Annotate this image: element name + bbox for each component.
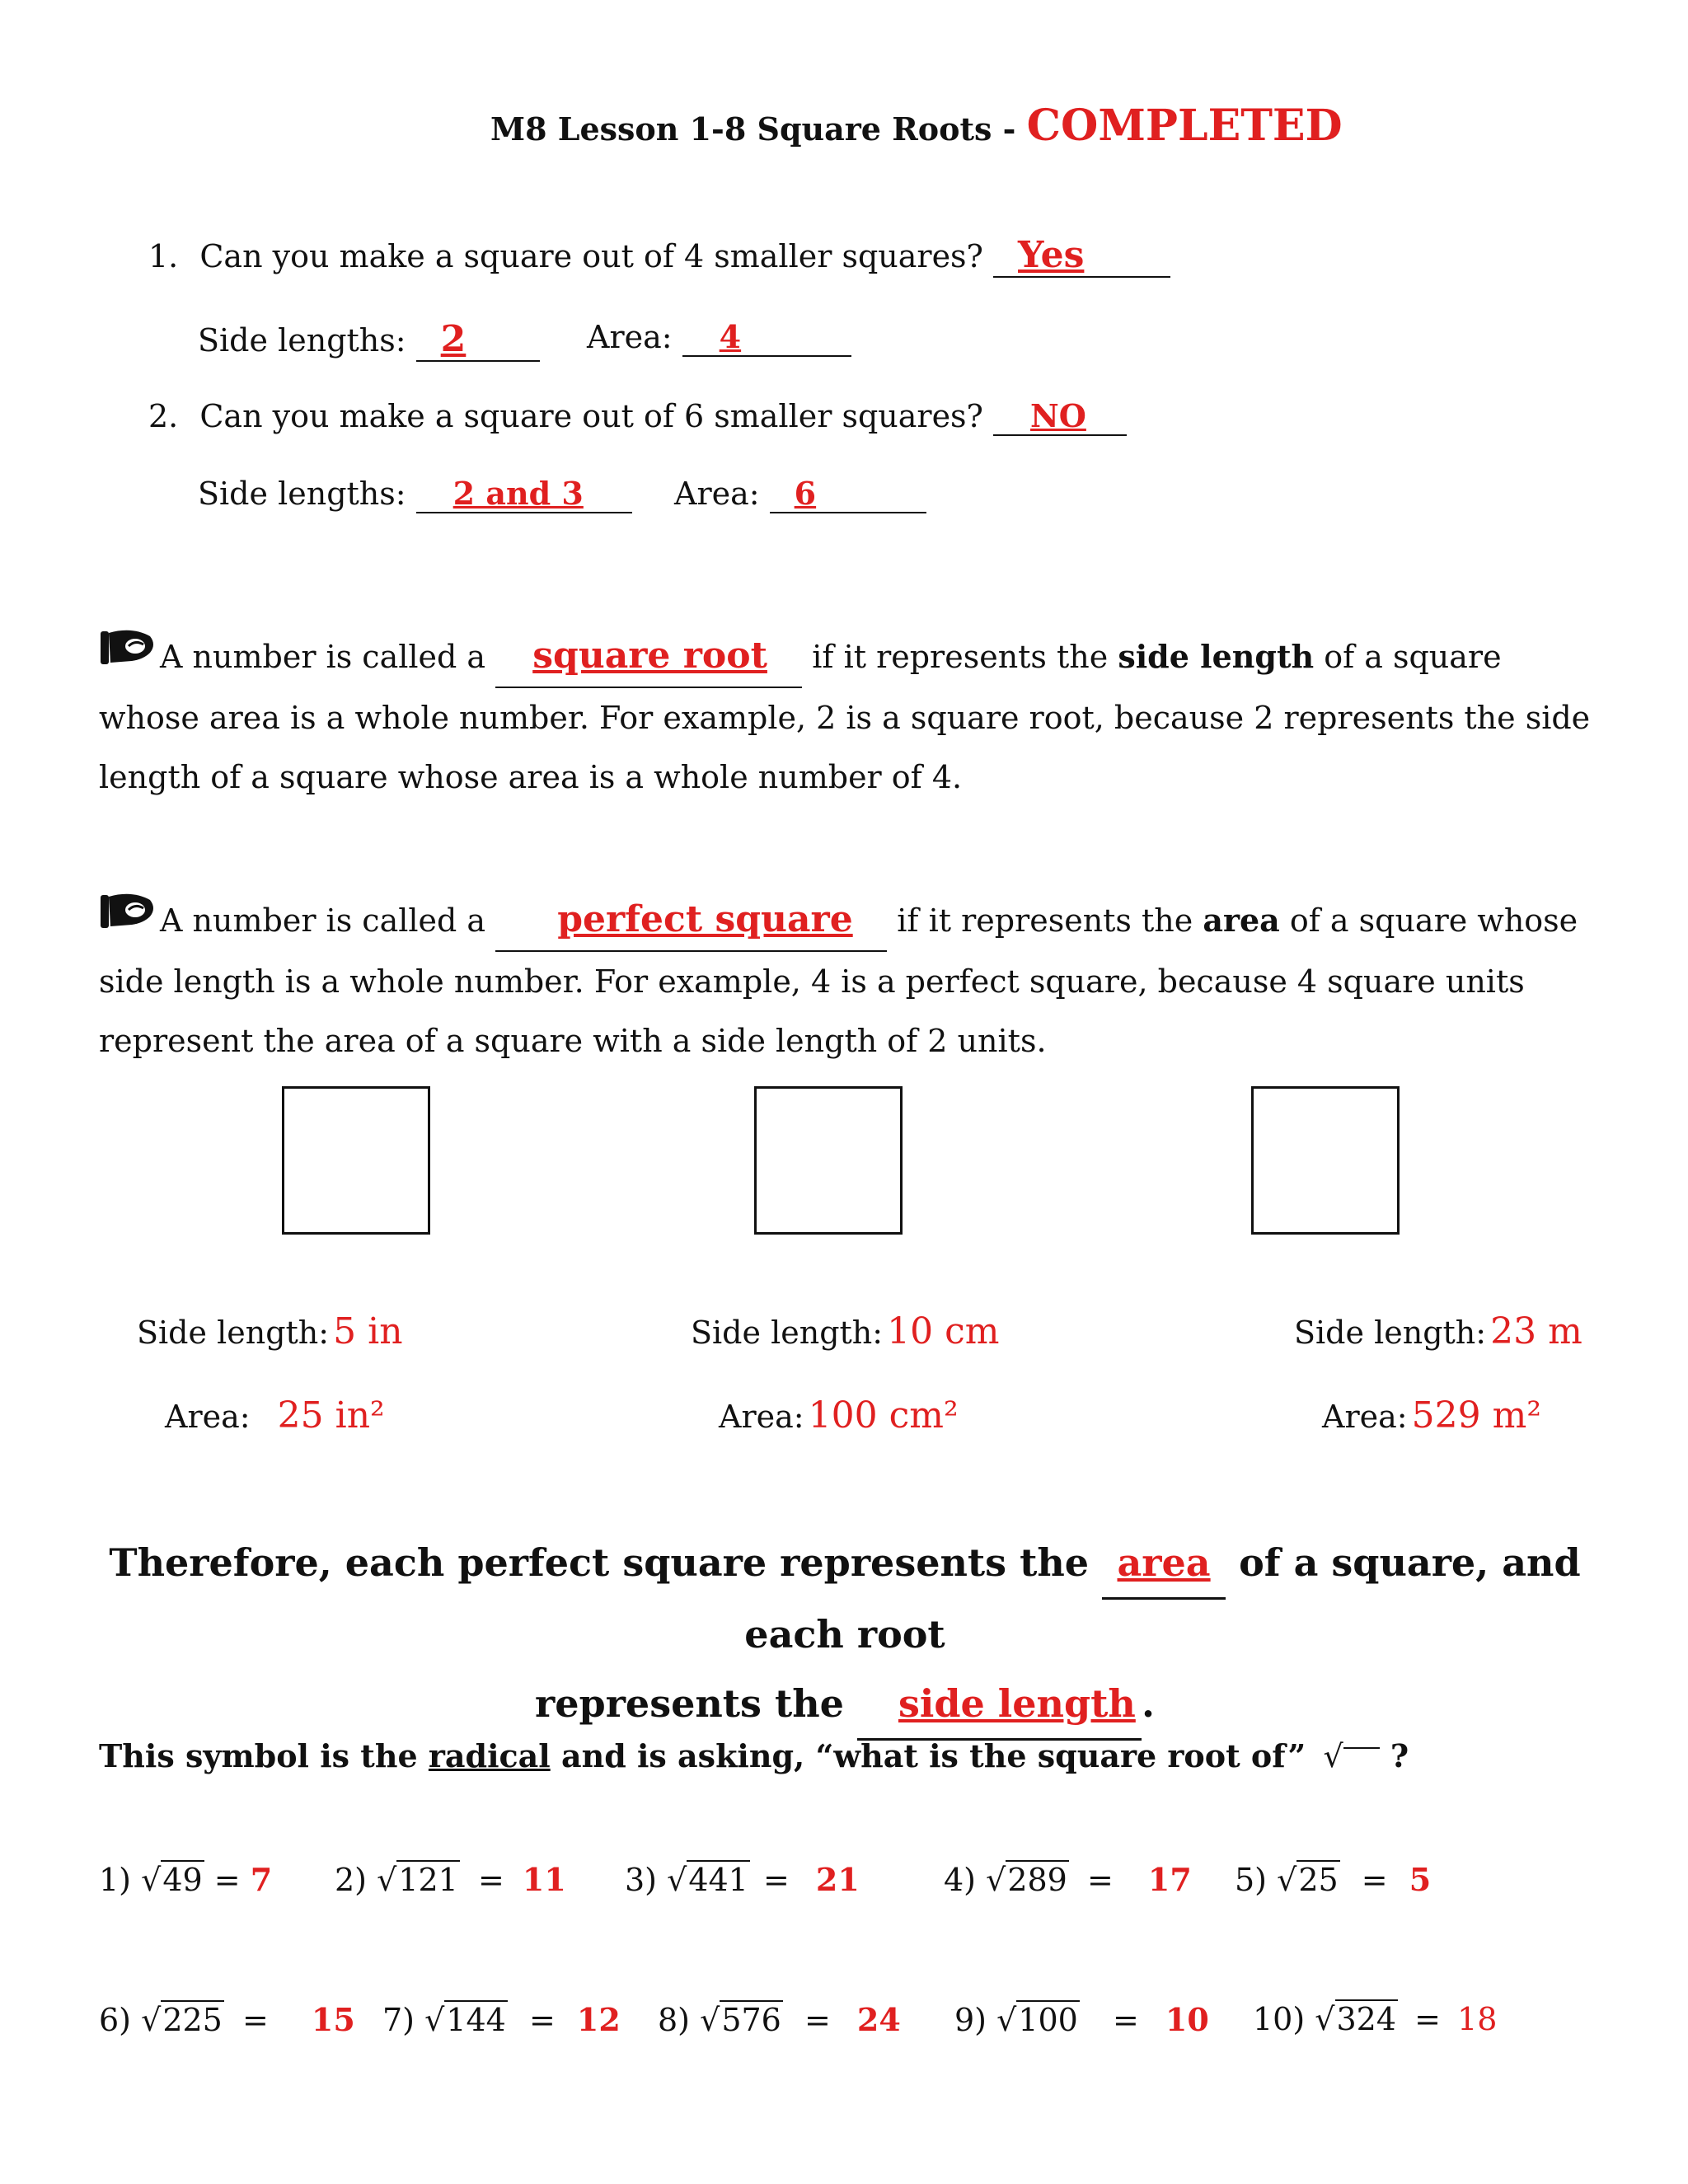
area-value: 25 in² (277, 1394, 385, 1436)
area-label: Area: (674, 476, 760, 512)
problem-radicand: 225 (162, 2002, 223, 2038)
problem-1: 1) √49 = 7 (99, 1861, 273, 1898)
side-length-label: Side length: (1294, 1315, 1487, 1351)
side-answer: 2 (440, 318, 467, 360)
question-1-area (587, 318, 851, 357)
problem-label: 8) (658, 2002, 691, 2038)
problem-label: 4) (944, 1862, 977, 1898)
radical-word: radical (428, 1737, 551, 1774)
problem-radicand: 121 (398, 1862, 458, 1898)
problem-5: 5) √25 = 5 (1235, 1861, 1432, 1898)
square-2-side (691, 1310, 1000, 1352)
area-answer: 6 (794, 475, 817, 512)
problem-label: 10) (1253, 2001, 1306, 2037)
summary-part-1: Therefore, each perfect square represents the (109, 1540, 1090, 1585)
summary-part-2: of a square, and each root (744, 1540, 1581, 1657)
summary-end: . (1141, 1681, 1155, 1726)
equals-sign: = (213, 1862, 241, 1898)
problem-radicand: 100 (1018, 2002, 1078, 2038)
side-answer: 2 and 3 (452, 475, 584, 512)
definition-answer: perfect square (557, 898, 853, 940)
square-3-area (1322, 1394, 1541, 1436)
summary-answer-1: area (1117, 1540, 1211, 1585)
problem-label: 3) (625, 1862, 658, 1898)
question-text: Can you make a square out of 6 smaller squares? (199, 398, 983, 434)
problem-7: 7) √144 = 12 (382, 2001, 621, 2038)
equals-sign: = (1361, 1862, 1388, 1898)
radical-post: and is asking, “what is the square root of” (550, 1737, 1306, 1774)
definition-bold: area (1203, 902, 1280, 939)
problem-10: 10) √324 = 18 (1253, 2001, 1498, 2037)
definition-answer: square root (532, 635, 767, 677)
page-title (490, 101, 1343, 151)
definition-prefix: A number is called a (160, 639, 486, 675)
problem-label: 1) (99, 1862, 132, 1898)
problem-2: 2) √121 = 11 (335, 1861, 566, 1898)
definition-rest: of a square whose side length is a whole number. For example, 4 is a perfect square, because 4 square units represent the area of a square with a side length of 2 units. (99, 902, 1578, 1059)
problem-answer: 7 (250, 1861, 273, 1898)
equals-sign: = (1086, 1862, 1114, 1898)
area-label: Area: (587, 319, 673, 355)
equals-sign: = (477, 1862, 504, 1898)
area-value: 100 cm² (808, 1394, 959, 1436)
problem-radicand: 576 (721, 2002, 781, 2038)
area-label: Area: (719, 1399, 804, 1435)
question-text: Can you make a square out of 4 smaller squares? (199, 238, 983, 274)
side-length-value: 10 cm (887, 1310, 1000, 1352)
problem-answer: 17 (1147, 1861, 1192, 1898)
problem-radicand: 25 (1298, 1862, 1339, 1898)
square-1-side (137, 1310, 403, 1352)
problem-answer: 24 (856, 2001, 901, 2038)
pointing-hand-icon (99, 626, 158, 673)
side-length-value: 23 m (1490, 1310, 1582, 1352)
square-1-area (165, 1394, 385, 1436)
definition-rest: of a square whose area is a whole number. For example, 2 is a square root, because 2 represents the side length of a square whose area is a whole number of 4. (99, 639, 1591, 795)
problem-label: 2) (335, 1862, 368, 1898)
question-answer: NO (1030, 397, 1086, 434)
definition-perfect-square (99, 890, 1591, 1071)
problem-answer: 10 (1165, 2001, 1209, 2038)
side-label: Side lengths: (198, 476, 406, 512)
definition-mid: if it represents the (887, 902, 1203, 939)
problem-3: 3) √441 = 21 (625, 1861, 860, 1898)
equals-sign: = (1414, 2001, 1441, 2037)
radical-pre: This symbol is the (99, 1737, 429, 1774)
area-answer: 4 (719, 318, 742, 355)
problem-answer: 15 (311, 2001, 355, 2038)
question-1 (148, 234, 1170, 278)
question-number: 1. (148, 238, 179, 274)
title-text: M8 Lesson 1-8 Square Roots - (490, 110, 1016, 148)
summary-statement (99, 1528, 1591, 1741)
question-answer: Yes (1018, 234, 1085, 276)
problem-answer: 21 (815, 1861, 860, 1898)
definition-prefix: A number is called a (160, 902, 486, 939)
side-label: Side lengths: (198, 322, 406, 359)
problem-label: 7) (382, 2002, 415, 2038)
equals-sign: = (528, 2002, 556, 2038)
side-length-label: Side length: (137, 1315, 330, 1351)
problem-radicand: 441 (688, 1862, 748, 1898)
problem-radicand: 289 (1007, 1862, 1067, 1898)
equals-sign: = (804, 2002, 831, 2038)
problem-answer: 18 (1457, 2001, 1498, 2037)
definition-mid: if it represents the (802, 639, 1118, 675)
square-2-area (719, 1394, 959, 1436)
summary-part-3: represents the (535, 1681, 844, 1726)
radical-symbol-icon: √ (1323, 1738, 1343, 1774)
problem-label: 5) (1235, 1862, 1268, 1898)
problem-9: 9) √100 = 10 (954, 2001, 1209, 2038)
problem-label: 6) (99, 2002, 132, 2038)
side-length-value: 5 in (333, 1310, 403, 1352)
equals-sign: = (762, 1862, 790, 1898)
question-1-side (198, 318, 540, 362)
question-2-side (198, 475, 632, 513)
radical-question-mark: ? (1390, 1737, 1409, 1774)
equals-sign: = (1112, 2002, 1139, 2038)
question-2-area (674, 475, 926, 513)
problem-label: 9) (954, 2002, 987, 2038)
definition-square-root (99, 626, 1591, 807)
problem-radicand: 144 (446, 2002, 506, 2038)
summary-answer-2: side length (898, 1681, 1136, 1726)
square-2 (754, 1086, 903, 1235)
question-number: 2. (148, 398, 179, 434)
problem-answer: 12 (576, 2001, 621, 2038)
problem-answer: 11 (522, 1861, 566, 1898)
problem-radicand: 49 (162, 1862, 203, 1898)
square-3 (1251, 1086, 1400, 1235)
problem-4: 4) √289 = 17 (944, 1861, 1192, 1898)
area-label: Area: (165, 1399, 251, 1435)
area-label: Area: (1322, 1399, 1408, 1435)
square-1 (282, 1086, 430, 1235)
question-2 (148, 397, 1127, 436)
pointing-hand-icon (99, 890, 158, 936)
radical-sentence (99, 1737, 1409, 1774)
problem-6: 6) √225 = 15 (99, 2001, 355, 2038)
side-length-label: Side length: (691, 1315, 884, 1351)
problem-answer: 5 (1409, 1861, 1432, 1898)
area-value: 529 m² (1411, 1394, 1541, 1436)
problem-8: 8) √576 = 24 (658, 2001, 901, 2038)
title-status: COMPLETED (1026, 101, 1343, 151)
equals-sign: = (241, 2002, 269, 2038)
problem-radicand: 324 (1336, 2001, 1397, 2037)
definition-bold: side length (1118, 638, 1315, 675)
square-3-side (1294, 1310, 1582, 1352)
